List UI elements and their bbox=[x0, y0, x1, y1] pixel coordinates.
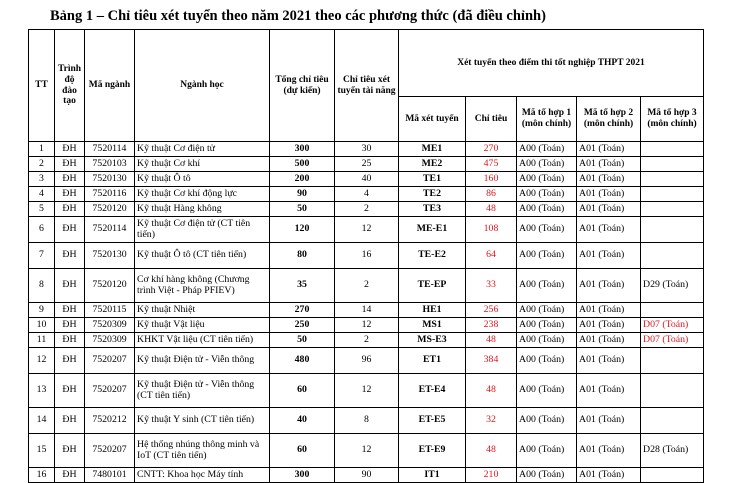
row-quota: 108 bbox=[466, 217, 517, 243]
row-tt: 10 bbox=[29, 318, 55, 333]
table-row bbox=[29, 468, 704, 483]
row-admission-code: ET-E4 bbox=[399, 374, 466, 408]
row-talent: 12 bbox=[335, 318, 399, 333]
row-combo1: A00 (Toán) bbox=[517, 408, 577, 434]
row-major: Kỹ thuật Ô tô (CT tiên tiến) bbox=[135, 243, 270, 269]
table-row bbox=[29, 157, 704, 172]
row-total: 60 bbox=[270, 374, 335, 408]
row-major: Kỹ thuật Nhiệt bbox=[135, 303, 270, 318]
row-major: Cơ khí hàng không (Chương trình Việt - Pháp PFIEV) bbox=[135, 269, 270, 303]
row-tt: 12 bbox=[29, 348, 55, 374]
row-tt: 13 bbox=[29, 374, 55, 408]
row-talent: 16 bbox=[335, 243, 399, 269]
row-tt: 2 bbox=[29, 157, 55, 172]
row-major: Kỹ thuật Hàng không bbox=[135, 202, 270, 217]
row-combo2: A01 (Toán) bbox=[577, 172, 641, 187]
row-major-code: 7520309 bbox=[85, 318, 135, 333]
row-quota: 86 bbox=[466, 187, 517, 202]
row-talent: 25 bbox=[335, 157, 399, 172]
row-tt: 5 bbox=[29, 202, 55, 217]
row-major-code: 7520120 bbox=[85, 202, 135, 217]
table-row bbox=[29, 217, 704, 243]
header-major: Ngành học bbox=[135, 30, 270, 142]
row-major: KHKT Vật liệu (CT tiên tiến) bbox=[135, 333, 270, 348]
row-talent: 90 bbox=[335, 468, 399, 483]
row-major: Kỹ thuật Y sinh (CT tiên tiến) bbox=[135, 408, 270, 434]
row-major: Kỹ thuật Vật liệu bbox=[135, 318, 270, 333]
row-combo2: A01 (Toán) bbox=[577, 142, 641, 157]
row-combo3 bbox=[641, 187, 704, 202]
row-level: ĐH bbox=[55, 269, 85, 303]
row-tt: 9 bbox=[29, 303, 55, 318]
row-combo2: A01 (Toán) bbox=[577, 333, 641, 348]
table-row bbox=[29, 187, 704, 202]
row-combo3: D07 (Toán) bbox=[641, 318, 704, 333]
header-level: Trình độ đào tạo bbox=[55, 30, 85, 142]
row-talent: 12 bbox=[335, 434, 399, 468]
row-total: 40 bbox=[270, 408, 335, 434]
row-total: 120 bbox=[270, 217, 335, 243]
row-quota: 64 bbox=[466, 243, 517, 269]
row-admission-code: ME1 bbox=[399, 142, 466, 157]
row-combo2: A01 (Toán) bbox=[577, 303, 641, 318]
row-tt: 4 bbox=[29, 187, 55, 202]
row-talent: 4 bbox=[335, 187, 399, 202]
row-combo2: A01 (Toán) bbox=[577, 318, 641, 333]
row-admission-code: ET1 bbox=[399, 348, 466, 374]
row-admission-code: TE3 bbox=[399, 202, 466, 217]
row-level: ĐH bbox=[55, 172, 85, 187]
row-combo2: A01 (Toán) bbox=[577, 243, 641, 269]
row-combo1: A00 (Toán) bbox=[517, 348, 577, 374]
row-quota: 384 bbox=[466, 348, 517, 374]
row-level: ĐH bbox=[55, 318, 85, 333]
row-major: CNTT: Khoa học Máy tính bbox=[135, 468, 270, 483]
row-combo1: A00 (Toán) bbox=[517, 374, 577, 408]
row-tt: 16 bbox=[29, 468, 55, 483]
header-tt: TT bbox=[29, 30, 55, 142]
table-row bbox=[29, 142, 704, 157]
header-thpt-group: Xét tuyển theo điểm thi tốt nghiệp THPT 2021 bbox=[399, 30, 704, 97]
row-total: 50 bbox=[270, 202, 335, 217]
row-combo2: A01 (Toán) bbox=[577, 468, 641, 483]
row-major-code: 7520114 bbox=[85, 217, 135, 243]
row-admission-code: TE-E2 bbox=[399, 243, 466, 269]
table-row bbox=[29, 243, 704, 269]
row-major-code: 7520114 bbox=[85, 142, 135, 157]
header-talent: Chỉ tiêu xét tuyển tài năng bbox=[335, 30, 399, 142]
row-talent: 8 bbox=[335, 408, 399, 434]
row-admission-code: ET-E5 bbox=[399, 408, 466, 434]
row-combo2: A01 (Toán) bbox=[577, 217, 641, 243]
row-total: 200 bbox=[270, 172, 335, 187]
row-talent: 40 bbox=[335, 172, 399, 187]
row-talent: 14 bbox=[335, 303, 399, 318]
row-total: 300 bbox=[270, 142, 335, 157]
row-combo2: A01 (Toán) bbox=[577, 348, 641, 374]
row-level: ĐH bbox=[55, 333, 85, 348]
row-quota: 238 bbox=[466, 318, 517, 333]
row-level: ĐH bbox=[55, 187, 85, 202]
row-tt: 11 bbox=[29, 333, 55, 348]
row-level: ĐH bbox=[55, 142, 85, 157]
header-major-code: Mã ngành bbox=[85, 30, 135, 142]
row-combo2: A01 (Toán) bbox=[577, 269, 641, 303]
row-tt: 6 bbox=[29, 217, 55, 243]
row-quota: 48 bbox=[466, 333, 517, 348]
row-admission-code: MS-E3 bbox=[399, 333, 466, 348]
row-level: ĐH bbox=[55, 217, 85, 243]
row-combo3: D28 (Toán) bbox=[641, 434, 704, 468]
row-major: Hệ thống nhúng thông minh và IoT (CT tiên tiến) bbox=[135, 434, 270, 468]
row-combo3 bbox=[641, 157, 704, 172]
table-row bbox=[29, 202, 704, 217]
row-talent: 2 bbox=[335, 333, 399, 348]
table-row bbox=[29, 333, 704, 348]
row-combo1: A00 (Toán) bbox=[517, 303, 577, 318]
row-major: Kỹ thuật Điện tử - Viễn thông (CT tiên tiến) bbox=[135, 374, 270, 408]
row-tt: 1 bbox=[29, 142, 55, 157]
row-admission-code: TE2 bbox=[399, 187, 466, 202]
row-combo1: A00 (Toán) bbox=[517, 434, 577, 468]
row-combo3: D29 (Toán) bbox=[641, 269, 704, 303]
row-major-code: 7520130 bbox=[85, 243, 135, 269]
row-quota: 33 bbox=[466, 269, 517, 303]
admission-quota-table bbox=[28, 29, 704, 483]
row-combo3 bbox=[641, 303, 704, 318]
row-tt: 3 bbox=[29, 172, 55, 187]
row-combo2: A01 (Toán) bbox=[577, 187, 641, 202]
row-combo3 bbox=[641, 217, 704, 243]
header-quota: Chỉ tiêu bbox=[466, 97, 517, 142]
row-major: Kỹ thuật Cơ khí bbox=[135, 157, 270, 172]
row-talent: 2 bbox=[335, 202, 399, 217]
header-combo3: Mã tổ hợp 3 (môn chính) bbox=[641, 97, 704, 142]
row-tt: 14 bbox=[29, 408, 55, 434]
row-talent: 96 bbox=[335, 348, 399, 374]
row-total: 90 bbox=[270, 187, 335, 202]
row-total: 300 bbox=[270, 468, 335, 483]
row-major-code: 7520130 bbox=[85, 172, 135, 187]
table-row bbox=[29, 374, 704, 408]
header-total: Tổng chỉ tiêu (dự kiến) bbox=[270, 30, 335, 142]
row-major: Kỹ thuật Cơ khí động lực bbox=[135, 187, 270, 202]
row-combo3 bbox=[641, 468, 704, 483]
row-combo1: A00 (Toán) bbox=[517, 333, 577, 348]
table-row bbox=[29, 303, 704, 318]
row-tt: 15 bbox=[29, 434, 55, 468]
row-level: ĐH bbox=[55, 348, 85, 374]
row-admission-code: TE1 bbox=[399, 172, 466, 187]
row-total: 35 bbox=[270, 269, 335, 303]
row-quota: 48 bbox=[466, 374, 517, 408]
row-combo1: A00 (Toán) bbox=[517, 468, 577, 483]
row-total: 60 bbox=[270, 434, 335, 468]
row-combo3 bbox=[641, 408, 704, 434]
row-combo1: A00 (Toán) bbox=[517, 187, 577, 202]
row-major-code: 7520207 bbox=[85, 374, 135, 408]
row-level: ĐH bbox=[55, 157, 85, 172]
row-total: 480 bbox=[270, 348, 335, 374]
row-level: ĐH bbox=[55, 434, 85, 468]
row-quota: 160 bbox=[466, 172, 517, 187]
table-row bbox=[29, 348, 704, 374]
row-level: ĐH bbox=[55, 243, 85, 269]
row-combo3: D07 (Toán) bbox=[641, 333, 704, 348]
row-combo3 bbox=[641, 142, 704, 157]
row-combo2: A01 (Toán) bbox=[577, 408, 641, 434]
row-total: 50 bbox=[270, 333, 335, 348]
row-combo2: A01 (Toán) bbox=[577, 434, 641, 468]
row-admission-code: TE-EP bbox=[399, 269, 466, 303]
row-combo1: A00 (Toán) bbox=[517, 157, 577, 172]
row-tt: 7 bbox=[29, 243, 55, 269]
row-major-code: 7480101 bbox=[85, 468, 135, 483]
row-talent: 2 bbox=[335, 269, 399, 303]
row-quota: 475 bbox=[466, 157, 517, 172]
header-combo2: Mã tổ hợp 2 (môn chính) bbox=[577, 97, 641, 142]
table-row bbox=[29, 434, 704, 468]
row-admission-code: ME-E1 bbox=[399, 217, 466, 243]
header-admission-code: Mã xét tuyển bbox=[399, 97, 466, 142]
row-combo1: A00 (Toán) bbox=[517, 202, 577, 217]
row-combo3 bbox=[641, 243, 704, 269]
row-total: 250 bbox=[270, 318, 335, 333]
row-talent: 12 bbox=[335, 217, 399, 243]
row-total: 500 bbox=[270, 157, 335, 172]
row-combo3 bbox=[641, 172, 704, 187]
row-combo2: A01 (Toán) bbox=[577, 202, 641, 217]
row-admission-code: ME2 bbox=[399, 157, 466, 172]
row-major-code: 7520207 bbox=[85, 348, 135, 374]
row-combo1: A00 (Toán) bbox=[517, 318, 577, 333]
row-admission-code: MS1 bbox=[399, 318, 466, 333]
row-major-code: 7520115 bbox=[85, 303, 135, 318]
row-talent: 12 bbox=[335, 374, 399, 408]
row-level: ĐH bbox=[55, 408, 85, 434]
row-quota: 32 bbox=[466, 408, 517, 434]
row-combo2: A01 (Toán) bbox=[577, 374, 641, 408]
row-level: ĐH bbox=[55, 202, 85, 217]
row-major: Kỹ thuật Ô tô bbox=[135, 172, 270, 187]
row-quota: 210 bbox=[466, 468, 517, 483]
table-row bbox=[29, 318, 704, 333]
row-talent: 30 bbox=[335, 142, 399, 157]
row-major: Kỹ thuật Điện tử - Viễn thông bbox=[135, 348, 270, 374]
row-major-code: 7520116 bbox=[85, 187, 135, 202]
row-level: ĐH bbox=[55, 468, 85, 483]
row-combo1: A00 (Toán) bbox=[517, 269, 577, 303]
row-admission-code: HE1 bbox=[399, 303, 466, 318]
row-level: ĐH bbox=[55, 303, 85, 318]
row-tt: 8 bbox=[29, 269, 55, 303]
row-combo3 bbox=[641, 374, 704, 408]
row-major-code: 7520309 bbox=[85, 333, 135, 348]
row-level: ĐH bbox=[55, 374, 85, 408]
row-combo1: A00 (Toán) bbox=[517, 217, 577, 243]
row-major: Kỹ thuật Cơ điện tử (CT tiên tiến) bbox=[135, 217, 270, 243]
row-combo1: A00 (Toán) bbox=[517, 172, 577, 187]
table-row bbox=[29, 408, 704, 434]
row-quota: 270 bbox=[466, 142, 517, 157]
row-combo1: A00 (Toán) bbox=[517, 243, 577, 269]
table-row bbox=[29, 269, 704, 303]
row-total: 80 bbox=[270, 243, 335, 269]
row-total: 270 bbox=[270, 303, 335, 318]
row-major-code: 7520120 bbox=[85, 269, 135, 303]
row-combo1: A00 (Toán) bbox=[517, 142, 577, 157]
row-combo3 bbox=[641, 348, 704, 374]
row-quota: 256 bbox=[466, 303, 517, 318]
row-major-code: 7520103 bbox=[85, 157, 135, 172]
row-quota: 48 bbox=[466, 202, 517, 217]
row-combo3 bbox=[641, 202, 704, 217]
row-combo2: A01 (Toán) bbox=[577, 157, 641, 172]
row-quota: 48 bbox=[466, 434, 517, 468]
row-major-code: 7520207 bbox=[85, 434, 135, 468]
table-title: Bảng 1 – Chỉ tiêu xét tuyển theo năm 2021 theo các phương thức (đã điều chỉnh) bbox=[50, 8, 546, 24]
row-major: Kỹ thuật Cơ điện tử bbox=[135, 142, 270, 157]
row-admission-code: ET-E9 bbox=[399, 434, 466, 468]
header-combo1: Mã tổ hợp 1 (môn chính) bbox=[517, 97, 577, 142]
table-row bbox=[29, 172, 704, 187]
row-admission-code: IT1 bbox=[399, 468, 466, 483]
row-major-code: 7520212 bbox=[85, 408, 135, 434]
